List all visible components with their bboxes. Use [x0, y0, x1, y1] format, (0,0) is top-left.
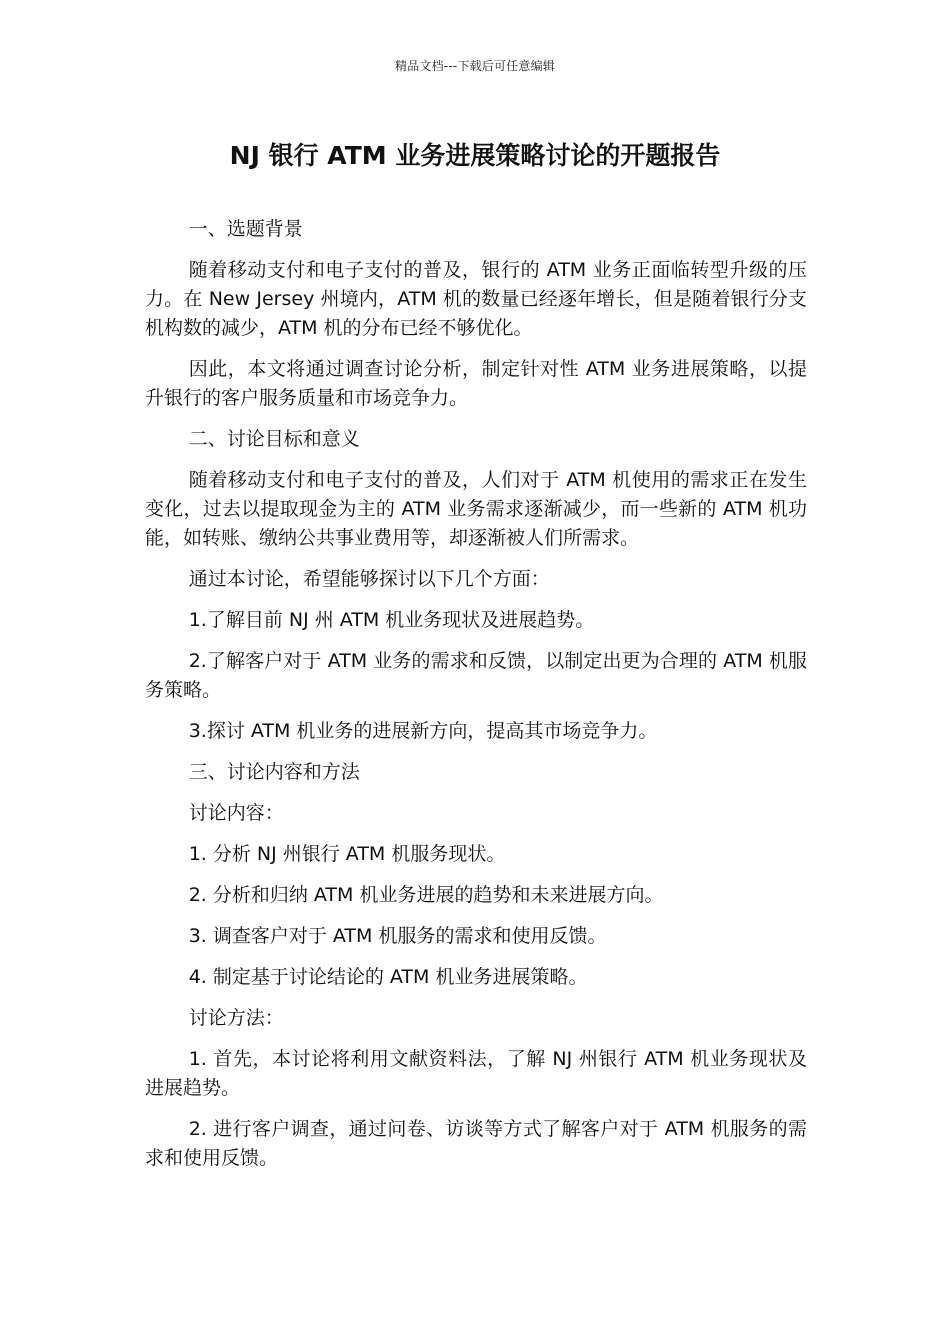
list-item-content-1: 1. 分析 NJ 州银行 ATM 机服务现状。: [188, 843, 506, 865]
document-body: [145, 215, 807, 1185]
list-item-method-2: 2. 进行客户调查，通过问卷、访谈等方式了解客户对于 ATM 机服务的需求和使用反馈。: [145, 1118, 807, 1169]
section-heading-goals: 二、讨论目标和意义: [188, 428, 360, 450]
paragraph-goals-1: 随着移动支付和电子支付的普及，人们对于 ATM 机使用的需求正在发生变化，过去以提取现金为主的 ATM 业务需求逐渐减少，而一些新的 ATM 机功能，如转账、缴纳公共事业费用等，却逐渐被人们所需求。: [145, 469, 807, 549]
list-item-content-3: 3. 调查客户对于 ATM 机服务的需求和使用反馈。: [188, 925, 607, 947]
section-heading-background: 一、选题背景: [188, 218, 303, 240]
paragraph-background-2: 因此，本文将通过调查讨论分析，制定针对性 ATM 业务进展策略，以提升银行的客户服务质量和市场竞争力。: [145, 358, 807, 409]
list-item-goal-1: 1.了解目前 NJ 州 ATM 机业务现状及进展趋势。: [188, 609, 595, 631]
document-title: NJ 银行 ATM 业务进展策略讨论的开题报告: [229, 141, 721, 170]
list-item-goal-2: 2.了解客户对于 ATM 业务的需求和反馈，以制定出更为合理的 ATM 机服务策略。: [145, 650, 807, 701]
section-heading-methods: 三、讨论内容和方法: [188, 761, 360, 783]
list-item-method-1: 1. 首先，本讨论将利用文献资料法，了解 NJ 州银行 ATM 机业务现状及进展趋势。: [145, 1048, 807, 1099]
header-note: 精品文档---下载后可任意编辑: [395, 59, 555, 73]
subheading-content: 讨论内容：: [188, 802, 284, 824]
subheading-method: 讨论方法：: [188, 1007, 284, 1029]
paragraph-background-1: 随着移动支付和电子支付的普及，银行的 ATM 业务正面临转型升级的压力。在 New Jersey 州境内，ATM 机的数量已经逐年增长，但是随着银行分支机构数的减少，ATM 机的分布已经不够优化。: [145, 259, 807, 339]
paragraph-goals-intro: 通过本讨论，希望能够探讨以下几个方面：: [188, 568, 550, 590]
list-item-content-4: 4. 制定基于讨论结论的 ATM 机业务进展策略。: [188, 966, 588, 988]
list-item-goal-3: 3.探讨 ATM 机业务的进展新方向，提高其市场竞争力。: [188, 720, 658, 742]
list-item-content-2: 2. 分析和归纳 ATM 机业务进展的趋势和未来进展方向。: [188, 884, 664, 906]
